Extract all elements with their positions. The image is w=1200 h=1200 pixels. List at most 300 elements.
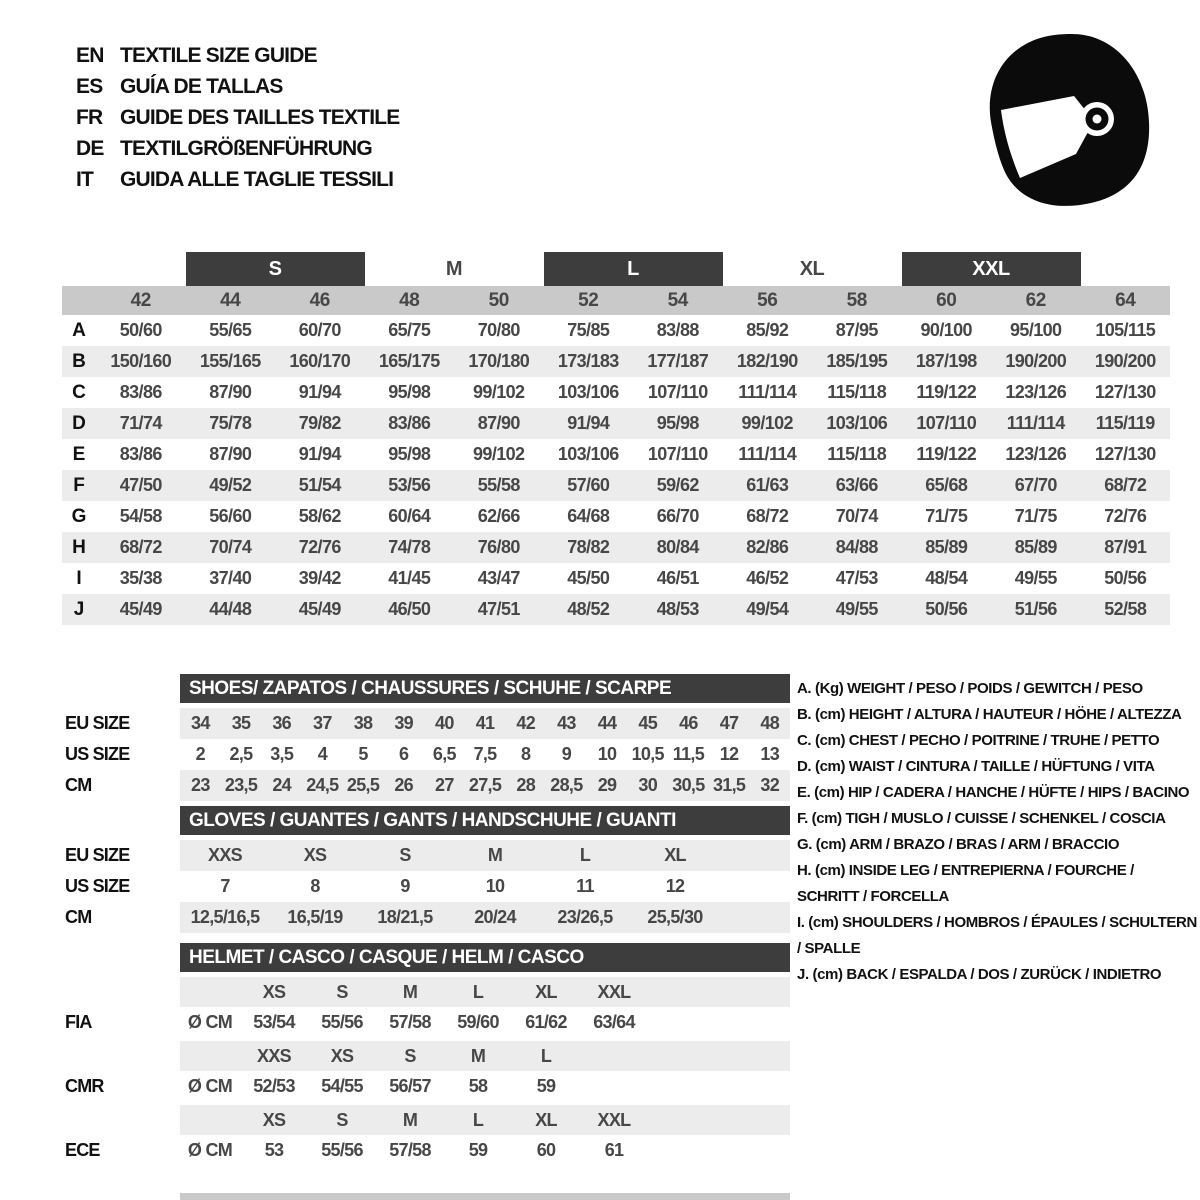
helmet-value-cell: 59 xyxy=(536,1075,556,1096)
size-cell: 39 xyxy=(394,713,413,733)
table-cell: 95/98 xyxy=(388,444,431,464)
column-header-row xyxy=(62,286,1170,315)
size-cell: 28,5 xyxy=(550,775,583,795)
table-cell: 182/190 xyxy=(736,351,798,371)
table-cell: 51/56 xyxy=(1014,599,1057,619)
table-cell: 107/110 xyxy=(647,444,708,464)
table-cell: 50/56 xyxy=(925,599,968,619)
table-cell: 70/74 xyxy=(209,537,252,557)
table-cell: 46/51 xyxy=(656,568,699,588)
row-letter: J xyxy=(73,598,85,620)
helmet-sizes-row xyxy=(65,1105,790,1135)
shoes-rows xyxy=(65,708,790,801)
helmet-size-cell: S xyxy=(404,1045,416,1066)
unit-label: Ø CM xyxy=(187,1075,233,1096)
table-cell: 47/51 xyxy=(477,599,520,619)
legend-item: D. (cm) WAIST / CINTURA / TAILLE / HÜFTUNG / VITA xyxy=(797,758,1155,775)
row-band xyxy=(180,902,790,933)
row-letter: F xyxy=(73,474,85,496)
size-cell: 37 xyxy=(313,713,332,733)
row-letter: E xyxy=(72,443,86,465)
table-row xyxy=(62,439,1170,470)
helmet-size-cell: S xyxy=(336,1109,348,1130)
size-row xyxy=(65,840,790,871)
column-header: 62 xyxy=(1025,289,1046,311)
size-cell: 26 xyxy=(394,775,413,795)
size-cell: 32 xyxy=(760,775,780,795)
size-cell: 10 xyxy=(597,744,617,764)
row-letter: C xyxy=(72,381,86,403)
column-header: 42 xyxy=(130,289,151,311)
gloves-header-row xyxy=(65,806,790,835)
size-cell: 28 xyxy=(516,775,536,795)
size-cell: 11 xyxy=(576,876,594,896)
table-cell: 68/72 xyxy=(1104,475,1147,495)
table-cell: 83/86 xyxy=(119,444,162,464)
table-cell: 95/98 xyxy=(656,413,699,433)
table-cell: 48/53 xyxy=(656,599,699,619)
size-cell: 38 xyxy=(353,713,373,733)
table-cell: 49/55 xyxy=(835,599,878,619)
row-label: EU SIZE xyxy=(65,713,130,733)
size-cell: XL xyxy=(664,845,686,865)
column-header: 60 xyxy=(936,289,957,311)
language-row xyxy=(76,164,399,195)
helmet-size-cell: XS xyxy=(262,981,286,1002)
language-title: GUÍA DE TALLAS xyxy=(120,74,283,98)
table-cell: 190/200 xyxy=(1005,351,1067,371)
table-cell: 115/119 xyxy=(1095,413,1155,433)
table-cell: 37/40 xyxy=(209,568,252,588)
helmet-header-row xyxy=(65,943,790,972)
table-cell: 177/187 xyxy=(647,351,709,371)
language-code: DE xyxy=(76,136,104,160)
helmet-size-cell: L xyxy=(472,981,484,1002)
table-cell: 103/106 xyxy=(557,382,619,402)
table-cell: 53/56 xyxy=(388,475,431,495)
size-cell: 25,5/30 xyxy=(647,907,703,927)
size-cell: XXS xyxy=(208,845,242,865)
table-cell: 70/74 xyxy=(835,506,878,526)
standard-label: FIA xyxy=(65,1011,92,1032)
table-cell: 99/102 xyxy=(473,382,525,402)
helmet-data-row xyxy=(65,1071,790,1101)
table-cell: 87/95 xyxy=(835,320,878,340)
size-cell: 9 xyxy=(400,876,410,896)
size-cell: 40 xyxy=(435,713,454,733)
column-header: 48 xyxy=(399,289,420,311)
racing-helmet-icon xyxy=(975,26,1165,216)
size-cell: 30 xyxy=(638,775,658,795)
table-cell: 43/47 xyxy=(477,568,520,588)
size-band-row xyxy=(62,252,1170,286)
table-cell: 107/110 xyxy=(916,413,977,433)
table-cell: 91/94 xyxy=(298,444,341,464)
shoes-section xyxy=(65,674,790,801)
helmet-value-cell: 53 xyxy=(264,1139,284,1160)
table-cell: 83/88 xyxy=(656,320,699,340)
size-cell: 35 xyxy=(231,713,251,733)
row-letter: D xyxy=(72,412,86,434)
shoes-table-title: SHOES/ ZAPATOS / CHAUSSURES / SCHUHE / SCARPE xyxy=(180,674,790,703)
table-cell: 75/78 xyxy=(209,413,252,433)
size-cell: 36 xyxy=(272,713,291,733)
size-row xyxy=(65,770,790,801)
textile-size-table xyxy=(62,252,1170,625)
table-cell: 105/115 xyxy=(1095,320,1156,340)
size-cell: 29 xyxy=(597,775,617,795)
table-cell: 49/54 xyxy=(746,599,789,619)
helmet-value-cell: 54/55 xyxy=(321,1075,363,1096)
table-cell: 84/88 xyxy=(835,537,878,557)
table-cell: 107/110 xyxy=(647,382,708,402)
table-cell: 123/126 xyxy=(1005,444,1067,464)
helmet-value-cell: 58 xyxy=(468,1075,488,1096)
table-cell: 54/58 xyxy=(119,506,162,526)
row-label: CM xyxy=(65,775,92,795)
gloves-table-title: GLOVES / GUANTES / GANTS / HANDSCHUHE / GUANTI xyxy=(180,806,790,835)
size-band-xl: XL xyxy=(799,257,825,280)
helmet-value-cell xyxy=(580,1071,648,1101)
language-code: FR xyxy=(76,105,103,129)
table-row xyxy=(62,594,1170,625)
table-cell: 47/53 xyxy=(835,568,878,588)
table-cell: 48/54 xyxy=(925,568,968,588)
size-cell: 7,5 xyxy=(473,744,497,764)
table-cell: 57/60 xyxy=(567,475,610,495)
table-cell: 123/126 xyxy=(1005,382,1067,402)
column-header: 56 xyxy=(757,289,778,311)
measurement-legend xyxy=(797,676,1199,988)
table-cell: 91/94 xyxy=(567,413,610,433)
table-cell: 76/80 xyxy=(477,537,520,557)
row-label: EU SIZE xyxy=(65,845,130,865)
helmet-sizes-row xyxy=(65,1041,790,1071)
table-cell: 72/76 xyxy=(298,537,341,557)
language-title: TEXTILE SIZE GUIDE xyxy=(120,43,317,67)
helmet-data-row xyxy=(65,1135,790,1165)
table-row xyxy=(62,377,1170,408)
row-band xyxy=(180,1135,790,1165)
size-cell: 45 xyxy=(638,713,658,733)
row-letter: A xyxy=(72,319,86,341)
language-code: ES xyxy=(76,74,103,98)
table-cell: 187/198 xyxy=(915,351,977,371)
table-cell: 111/114 xyxy=(1006,413,1065,433)
row-letter: B xyxy=(72,350,86,372)
unit-label: Ø CM xyxy=(187,1011,233,1032)
table-cell: 58/62 xyxy=(298,506,341,526)
helmet-value-cell: 61 xyxy=(604,1139,624,1160)
size-cell: 5 xyxy=(358,744,368,764)
helmet-size-cell: M xyxy=(402,1109,418,1130)
row-band xyxy=(180,739,790,770)
table-cell: 75/85 xyxy=(567,320,610,340)
legend-item: E. (cm) HIP / CADERA / HANCHE / HÜFTE / HIPS / BACINO xyxy=(797,784,1190,801)
helmet-size-cell: M xyxy=(470,1045,486,1066)
size-cell: 9 xyxy=(561,744,572,764)
table-cell: 103/106 xyxy=(826,413,888,433)
table-cell: 61/63 xyxy=(746,475,789,495)
table-cell: 78/82 xyxy=(567,537,610,557)
size-cell: 7 xyxy=(220,876,230,896)
table-cell: 185/195 xyxy=(826,351,888,371)
table-cell: 160/170 xyxy=(289,351,351,371)
size-cell: 6,5 xyxy=(432,744,456,764)
size-cell: 10,5 xyxy=(631,744,664,764)
size-row xyxy=(65,902,790,933)
legend-item: I. (cm) SHOULDERS / HOMBROS / ÉPAULES / SCHULTERN / SPALLE xyxy=(797,914,1197,957)
legend-item: H. (cm) INSIDE LEG / ENTREPIERNA / FOURCHE / SCHRITT / FORCELLA xyxy=(797,862,1134,905)
size-cell: 4 xyxy=(317,744,327,764)
table-cell: 111/114 xyxy=(738,382,797,402)
helmet-value-cell: 56/57 xyxy=(389,1075,431,1096)
size-cell: 27 xyxy=(435,775,454,795)
helmet-value-cell: 52/53 xyxy=(253,1075,295,1096)
row-band xyxy=(180,871,790,902)
table-row xyxy=(62,563,1170,594)
row-label-empty xyxy=(65,1041,180,1071)
table-cell: 59/62 xyxy=(656,475,699,495)
helmet-size-cell: S xyxy=(336,981,348,1002)
table-cell: 80/84 xyxy=(656,537,699,557)
size-row xyxy=(65,739,790,770)
helmet-size-cell: L xyxy=(540,1045,552,1066)
helmet-data-row xyxy=(65,1007,790,1037)
helmet-value-cell: 61/62 xyxy=(525,1011,567,1032)
table-cell: 127/130 xyxy=(1094,444,1156,464)
table-cell: 68/72 xyxy=(119,537,162,557)
language-code: EN xyxy=(76,43,104,67)
helmet-value-cell: 53/54 xyxy=(253,1011,295,1032)
row-band xyxy=(180,840,790,871)
size-cell: 47 xyxy=(719,713,739,733)
table-cell: 51/54 xyxy=(298,475,341,495)
table-cell: 44/48 xyxy=(209,599,252,619)
legend-item: F. (cm) TIGH / MUSLO / CUISSE / SCHENKEL / COSCIA xyxy=(797,810,1166,827)
table-cell: 150/160 xyxy=(110,351,172,371)
table-cell: 63/66 xyxy=(835,475,878,495)
row-band xyxy=(180,708,790,739)
table-cell: 71/75 xyxy=(1014,506,1057,526)
unit-label: Ø CM xyxy=(187,1139,233,1160)
size-cell: 41 xyxy=(475,713,495,733)
table-row xyxy=(62,501,1170,532)
row-band xyxy=(180,1105,790,1135)
unit-spacer xyxy=(180,1041,240,1071)
table-cell: 65/75 xyxy=(388,320,431,340)
standard-label: CMR xyxy=(65,1075,104,1096)
size-cell: 31,5 xyxy=(712,775,746,795)
size-cell: 34 xyxy=(191,713,210,733)
table-row xyxy=(62,346,1170,377)
size-band-s: S xyxy=(186,252,365,286)
language-row xyxy=(76,133,399,164)
row-band xyxy=(180,1007,790,1037)
column-header: 50 xyxy=(488,289,509,311)
table-cell: 60/64 xyxy=(388,506,431,526)
helmet-rows xyxy=(65,977,790,1165)
size-cell: 8 xyxy=(310,876,320,896)
size-cell: 46 xyxy=(679,713,698,733)
table-cell: 45/49 xyxy=(298,599,341,619)
helmet-size-cell: XS xyxy=(262,1109,286,1130)
size-cell: 10 xyxy=(485,876,505,896)
table-cell: 119/122 xyxy=(916,382,977,402)
table-cell: 95/98 xyxy=(388,382,431,402)
table-cell: 48/52 xyxy=(567,599,610,619)
size-cell: 2 xyxy=(195,744,205,764)
table-cell: 115/118 xyxy=(827,444,887,464)
table-cell: 173/183 xyxy=(557,351,619,371)
helmet-size-cell: XS xyxy=(330,1045,354,1066)
table-cell: 82/86 xyxy=(746,537,789,557)
legend-item: C. (cm) CHEST / PECHO / POITRINE / TRUHE / PETTO xyxy=(797,732,1160,749)
table-cell: 71/75 xyxy=(925,506,968,526)
table-cell: 41/45 xyxy=(388,568,431,588)
table-cell: 119/122 xyxy=(916,444,977,464)
helmet-size-cell: XXS xyxy=(257,1045,291,1066)
size-cell: 13 xyxy=(760,744,780,764)
table-cell: 45/50 xyxy=(567,568,610,588)
helmet-value-cell: 63/64 xyxy=(593,1011,635,1032)
table-cell: 64/68 xyxy=(567,506,610,526)
size-cell: 12 xyxy=(719,744,739,764)
size-cell: S xyxy=(399,845,411,865)
column-header: 46 xyxy=(309,289,330,311)
table-cell: 190/200 xyxy=(1094,351,1156,371)
table-cell: 66/70 xyxy=(656,506,699,526)
row-band xyxy=(180,1071,790,1101)
table-cell: 87/91 xyxy=(1104,537,1147,557)
row-band xyxy=(180,1041,790,1071)
table-cell: 55/65 xyxy=(209,320,252,340)
table-row xyxy=(62,532,1170,563)
size-cell: 20/24 xyxy=(474,907,516,927)
size-cell: 12,5/16,5 xyxy=(190,907,260,927)
legend-item: B. (cm) HEIGHT / ALTURA / HAUTEUR / HÖHE / ALTEZZA xyxy=(797,706,1182,723)
size-cell: L xyxy=(579,845,591,865)
racing-helmet-graphic xyxy=(975,26,1165,216)
language-code: IT xyxy=(76,167,94,191)
table-row xyxy=(62,315,1170,346)
helmet-size-cell: L xyxy=(472,1109,484,1130)
table-cell: 46/50 xyxy=(388,599,431,619)
helmet-value-cell: 60 xyxy=(536,1139,556,1160)
table-cell: 99/102 xyxy=(741,413,793,433)
table-cell: 85/92 xyxy=(746,320,789,340)
helmet-value-cell: 55/56 xyxy=(321,1139,363,1160)
column-header: 54 xyxy=(667,289,688,311)
table-cell: 87/90 xyxy=(209,444,252,464)
gloves-header-spacer xyxy=(65,806,180,835)
table-cell: 115/118 xyxy=(827,382,887,402)
size-cell: 23 xyxy=(191,775,210,795)
helmet-section xyxy=(65,943,790,1169)
table-cell: 87/90 xyxy=(209,382,252,402)
helmet-size-cell: XXL xyxy=(597,981,631,1002)
legend-item: G. (cm) ARM / BRAZO / BRAS / ARM / BRACCIO xyxy=(797,836,1120,853)
standard-label: ECE xyxy=(65,1139,100,1160)
column-header: 58 xyxy=(846,289,867,311)
table-cell: 35/38 xyxy=(119,568,162,588)
size-cell: 8 xyxy=(521,744,531,764)
table-cell: 67/70 xyxy=(1014,475,1057,495)
table-cell: 111/114 xyxy=(738,444,797,464)
table-cell: 49/52 xyxy=(209,475,252,495)
table-cell: 85/89 xyxy=(1014,537,1057,557)
language-row xyxy=(76,40,399,71)
table-cell: 70/80 xyxy=(477,320,520,340)
size-cell: 11,5 xyxy=(672,744,705,764)
helmet-size-cell xyxy=(580,1041,648,1071)
size-cell: 6 xyxy=(399,744,409,764)
language-title: GUIDA ALLE TAGLIE TESSILI xyxy=(120,167,394,191)
table-cell: 170/180 xyxy=(468,351,530,371)
size-cell: XS xyxy=(303,845,327,865)
helmet-sizes-row xyxy=(65,977,790,1007)
helmet-value-cell: 59/60 xyxy=(457,1011,499,1032)
language-row xyxy=(76,71,399,102)
gloves-section xyxy=(65,806,790,933)
table-cell: 85/89 xyxy=(925,537,968,557)
language-title: GUIDE DES TAILLES TEXTILE xyxy=(120,105,400,129)
table-cell: 62/66 xyxy=(477,506,520,526)
size-cell: 44 xyxy=(597,713,617,733)
size-cell: 12 xyxy=(665,876,685,896)
table-cell: 39/42 xyxy=(298,568,341,588)
table-cell: 49/55 xyxy=(1014,568,1057,588)
helmet-header-spacer xyxy=(65,943,180,972)
gloves-rows xyxy=(65,840,790,933)
size-cell: 18/21,5 xyxy=(377,907,433,927)
unit-spacer xyxy=(180,1105,240,1135)
size-cell: 42 xyxy=(516,713,536,733)
table-cell: 127/130 xyxy=(1094,382,1156,402)
table-cell: 56/60 xyxy=(209,506,252,526)
size-row xyxy=(65,871,790,902)
row-label-empty xyxy=(65,1105,180,1135)
helmet-size-cell: M xyxy=(402,981,418,1002)
table-cell: 60/70 xyxy=(298,320,341,340)
table-cell: 46/52 xyxy=(746,568,789,588)
unit-spacer xyxy=(180,977,240,1007)
table-cell: 74/78 xyxy=(388,537,431,557)
table-row xyxy=(62,408,1170,439)
size-cell: 27,5 xyxy=(468,775,502,795)
table-cell: 52/58 xyxy=(1104,599,1147,619)
size-cell: 2,5 xyxy=(229,744,253,764)
size-cell: 24,5 xyxy=(306,775,339,795)
language-title-list xyxy=(76,40,399,195)
size-cell: 3,5 xyxy=(270,744,294,764)
size-cell: M xyxy=(487,845,503,865)
table-cell: 47/50 xyxy=(119,475,162,495)
row-label: US SIZE xyxy=(65,876,130,896)
row-letter: I xyxy=(76,567,82,589)
table-cell: 50/60 xyxy=(119,320,162,340)
size-band-l: L xyxy=(544,252,723,286)
table-cell: 71/74 xyxy=(119,413,162,433)
size-cell: 23,5 xyxy=(224,775,258,795)
column-header: 52 xyxy=(578,289,599,311)
size-row xyxy=(65,708,790,739)
shoes-header-row xyxy=(65,674,790,703)
table-cell: 50/56 xyxy=(1104,568,1147,588)
table-cell: 72/76 xyxy=(1104,506,1147,526)
helmet-value-cell: 59 xyxy=(468,1139,488,1160)
table-cell: 83/86 xyxy=(388,413,431,433)
